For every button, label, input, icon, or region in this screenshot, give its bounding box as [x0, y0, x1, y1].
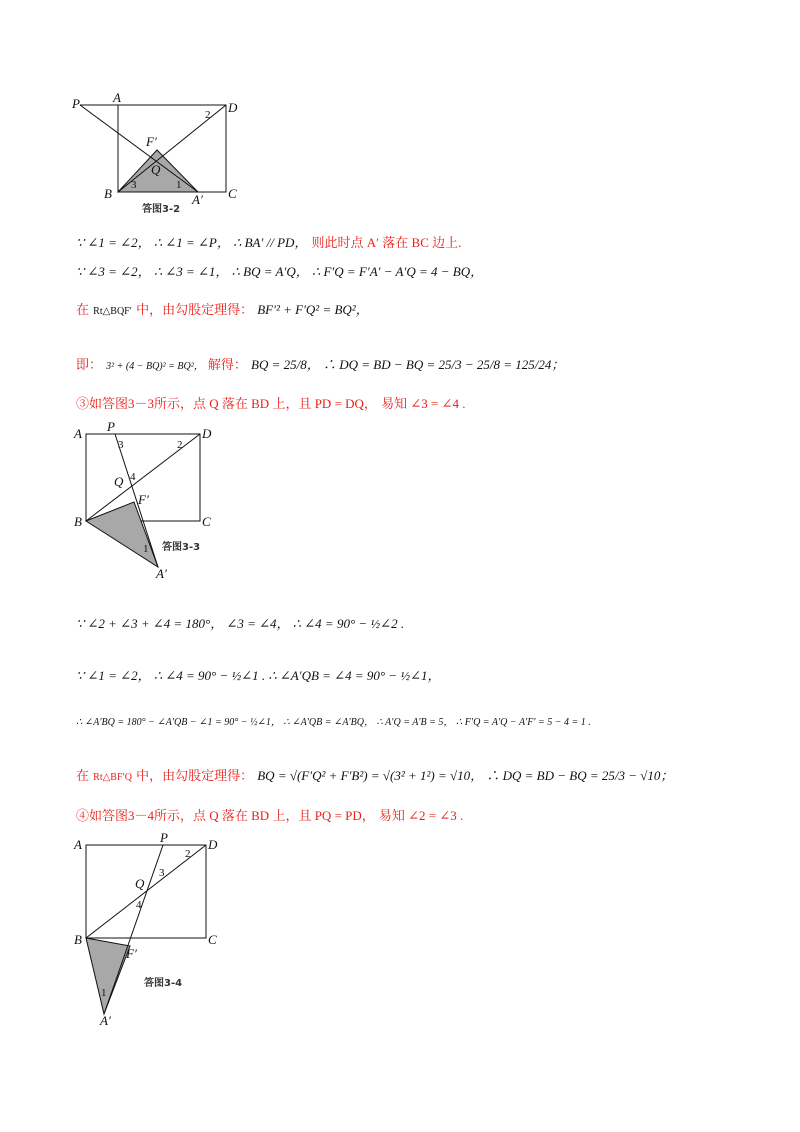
line-9-triangle: Rt△BF′Q: [93, 772, 132, 783]
angle-3: 3: [159, 867, 165, 879]
figure-caption: 答图3-4: [144, 978, 183, 989]
line-10-note: 易知 ∠2 = ∠3 .: [378, 808, 464, 823]
label-a-prime: A′: [100, 1013, 111, 1028]
line-9: [76, 766, 673, 788]
label-f-prime: F′: [138, 492, 149, 507]
line-4-equation: 3² + (4 − BQ)² = BQ²，: [106, 361, 204, 372]
label-q: Q: [135, 876, 145, 891]
line-3-triangle: Rt△BQF′: [93, 306, 132, 317]
diagonal-bd: [86, 434, 200, 521]
label-p: P: [160, 830, 168, 845]
angle-3: 3: [131, 179, 137, 191]
label-d: D: [208, 837, 218, 852]
angle-3: 3: [118, 439, 124, 451]
label-c: C: [208, 932, 217, 947]
label-c: C: [228, 186, 237, 201]
line-8: [76, 712, 591, 733]
line-4: [76, 355, 564, 377]
line-6-math: ∵ ∠2 + ∠3 + ∠4 = 180°， ∠3 = ∠4， ∴ ∠4 = 90° − ½∠2 .: [76, 616, 405, 631]
label-d: D: [202, 426, 212, 441]
line-7-math: ∵ ∠1 = ∠2， ∴ ∠4 = 90° − ½∠1 . ∴ ∠A′QB = ∠4 = 90° − ½∠1，: [76, 668, 441, 683]
line-1: [76, 233, 461, 254]
line-1-math: ∵ ∠1 = ∠2， ∴ ∠1 = ∠P， ∴ BA′ // PD，: [76, 235, 308, 250]
line-3-middle: 中，由勾股定理得：: [136, 302, 254, 317]
label-f-prime: F′: [126, 946, 137, 961]
line-3-prefix: 在: [76, 302, 90, 317]
line-2: [76, 262, 483, 283]
line-3: [76, 300, 369, 322]
angle-2: 2: [177, 439, 183, 451]
line-9-result: BQ = √(F′Q² + F′B²) = √(3² + 1²) = √10， ∴ DQ = BD − BQ = 25/3 − √10；: [257, 768, 674, 783]
figure-3-4: [72, 832, 232, 1032]
figure-3-2: [70, 90, 250, 220]
line-4-solve: 解得：: [207, 357, 247, 372]
label-p: P: [107, 419, 115, 434]
line-3-equation: BF′² + F′Q² = BQ²，: [257, 302, 369, 317]
label-a: A: [74, 426, 82, 441]
label-q: Q: [114, 474, 124, 489]
angle-4: 4: [130, 471, 136, 483]
figure-caption: 答图3-2: [142, 204, 181, 215]
angle-4: 4: [136, 899, 142, 911]
label-q: Q: [151, 162, 161, 177]
label-a-prime: A′: [192, 192, 203, 207]
line-5-note: 易知 ∠3 = ∠4 .: [381, 396, 466, 411]
label-b: B: [74, 514, 82, 529]
label-a-prime: A′: [156, 566, 167, 581]
label-c: C: [202, 514, 211, 529]
line-10-case: ④如答图3－4所示，点 Q 落在 BD 上，且 PQ = PD，: [76, 808, 375, 823]
label-p: P: [72, 96, 80, 111]
line-9-middle: 中，由勾股定理得：: [136, 768, 254, 783]
label-f-prime: F′: [146, 134, 157, 149]
line-10: [76, 806, 463, 827]
angle-2: 2: [205, 109, 211, 121]
label-d: D: [228, 100, 238, 115]
line-6: [76, 614, 404, 635]
line-4-prefix: 即：: [76, 357, 103, 372]
label-a: A: [113, 90, 121, 105]
label-b: B: [104, 186, 112, 201]
line-5: [76, 394, 465, 415]
angle-1: 1: [176, 179, 182, 191]
figure-3-3: [72, 419, 222, 582]
line-9-prefix: 在: [76, 768, 90, 783]
line-7: [76, 666, 440, 687]
line-1-conclusion: 则此时点 A′ 落在 BC 边上.: [311, 235, 462, 250]
angle-2: 2: [185, 848, 191, 860]
figure-caption: 答图3-3: [162, 542, 201, 553]
line-2-math: ∵ ∠3 = ∠2， ∴ ∠3 = ∠1， ∴ BQ = A′Q， ∴ F′Q = F′A′ − A′Q = 4 − BQ，: [76, 264, 484, 279]
angle-1: 1: [101, 987, 107, 999]
label-b: B: [74, 932, 82, 947]
line-5-case: ③如答图3－3所示，点 Q 落在 BD 上，且 PD = DQ，: [76, 396, 377, 411]
line-8-math: ∴ ∠A′BQ = 180° − ∠A′QB − ∠1 = 90° − ½∠1， ∴ ∠A′QB = ∠A′BQ， ∴ A′Q = A′B = 5， ∴ F′Q = A′Q − A′F′ = 5 − 4 = 1 .: [76, 717, 591, 728]
line-4-result: BQ = 25/8， ∴ DQ = BD − BQ = 25/3 − 25/8 = 125/24；: [251, 357, 565, 372]
angle-1: 1: [143, 543, 149, 555]
label-a: A: [74, 837, 82, 852]
